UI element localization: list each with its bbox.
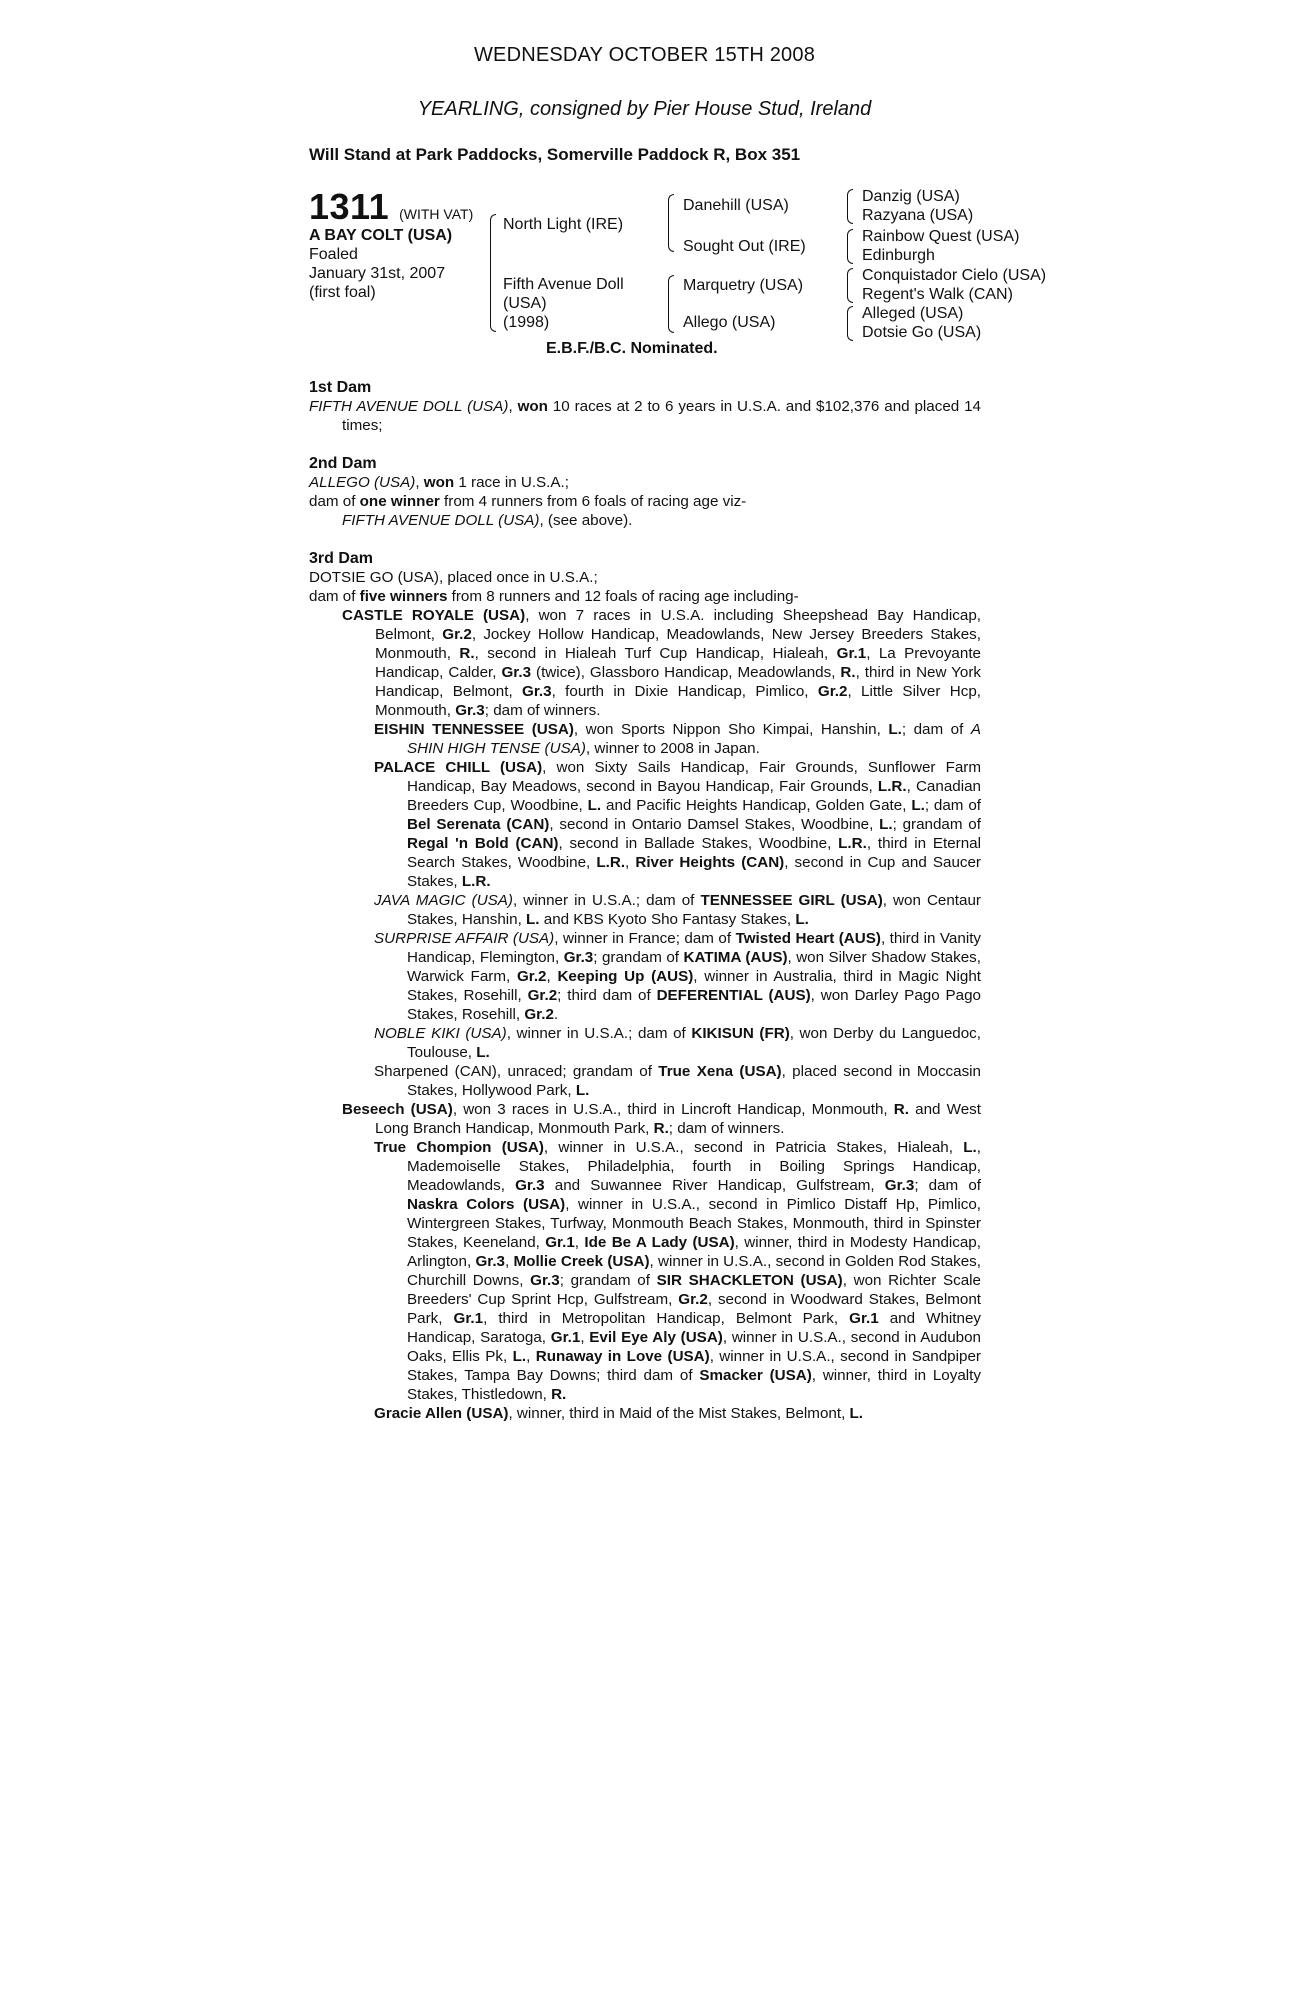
third-dam-section — [309, 549, 981, 1423]
nomination-note: E.B.F./B.C. Nominated. — [546, 340, 718, 357]
produce-sharpened: Sharpened (CAN), unraced; grandam of True Xena (USA), placed second in Moccasin Stakes, Hollywood Park, L. — [374, 1063, 981, 1099]
pedigree-sdd: Edinburgh — [862, 247, 935, 264]
produce-surprise-affair: SURPRISE AFFAIR (USA), winner in France; dam of Twisted Heart (AUS), third in Vanity Handicap, Flemington, Gr.3; grandam of KATIMA (AUS), won Silver Shadow Stakes, Warwick Farm, Gr.2, Keeping Up (AUS), winner in Australia, third in Magic Night Stakes, Rosehill, Gr.2; third dam of DEFERENTIAL (AUS), won Darley Pago Pago Stakes, Rosehill, Gr.2. — [374, 930, 982, 1023]
pedigree-brace-ss — [847, 189, 853, 224]
pedigree-dam-year: (1998) — [503, 314, 550, 331]
pedigree-brace-main — [490, 214, 496, 332]
produce-true-chompion: True Chompion (USA), winner in U.S.A., second in Patricia Stakes, Hialeah, L., Mademoiselle Stakes, Philadelphia, fourth in Boiling Springs Handicap, Meadowlands, Gr.3 and Suwannee River Handicap, Gulfstream, Gr.3; dam of Naskra Colors (USA), winner in U.S.A., second in Pimlico Distaff Hp, Pimlico, Wintergreen Stakes, Turfway, Monmouth Beach Stakes, Monmouth, third in Spinster Stakes, Keeneland, Gr.1, Ide Be A Lady (USA), winner, third in Modesty Handicap, Arlington, Gr.3, Mollie Creek (USA), winner in U.S.A., second in Golden Rod Stakes, Churchill Downs, Gr.3; grandam of SIR SHACKLETON (USA), won Richter Scale Breeders' Cup Sprint Hcp, Gulfstream, Gr.2, second in Woodward Stakes, Belmont Park, Gr.1, third in Metropolitan Handicap, Belmont Park, Gr.1 and Whitney Handicap, Saratoga, Gr.1, Evil Eye Aly (USA), winner in U.S.A., second in Audubon Oaks, Ellis Pk, L., Runaway in Love (USA), winner in U.S.A., second in Sandpiper Stakes, Tampa Bay Downs; third dam of Smacker (USA), winner, third in Loyalty Stakes, Thistledown, R. — [374, 1139, 982, 1403]
pedigree-brace-dam — [668, 275, 674, 333]
pedigree-sds: Rainbow Quest (USA) — [862, 228, 1020, 245]
pedigree-dds: Alleged (USA) — [862, 305, 964, 322]
produce-beseech: Beseech (USA), won 3 races in U.S.A., third in Lincroft Handicap, Monmouth, R. and West Long Branch Handicap, Monmouth Park, R.; dam of winners. — [342, 1101, 981, 1137]
second-dam-line-3: FIFTH AVENUE DOLL (USA), (see above). — [342, 512, 633, 529]
pedigree-brace-sd — [847, 229, 853, 264]
pedigree-brace-dd — [847, 306, 853, 341]
lot-info — [309, 188, 473, 302]
vat-note: (WITH VAT) — [399, 206, 474, 222]
third-dam-heading: 3rd Dam — [309, 550, 374, 567]
pedigree-sire: North Light (IRE) — [503, 216, 624, 233]
pedigree-dam-name: Fifth Avenue Doll — [503, 276, 624, 293]
produce-palace-chill: PALACE CHILL (USA), won Sixty Sails Handicap, Fair Grounds, Sunflower Farm Handicap, Bay Meadows, second in Bayou Handicap, Fair Grounds, L.R., Canadian Breeders Cup, Woodbine, L. and Pacific Heights Handicap, Golden Gate, L.; dam of Bel Serenata (CAN), second in Ontario Damsel Stakes, Woodbine, L.; grandam of Regal 'n Bold (CAN), second in Ballade Stakes, Woodbine, L.R., third in Eternal Search Stakes, Woodbine, L.R., River Heights (CAN), second in Cup and Saucer Stakes, L.R. — [374, 759, 981, 890]
first-foal-note: (first foal) — [309, 284, 376, 301]
consignor-line: YEARLING, consigned by Pier House Stud, Ireland — [417, 98, 872, 120]
pedigree-dam-sire: Marquetry (USA) — [683, 277, 804, 294]
first-dam-heading: 1st Dam — [309, 379, 372, 396]
pedigree-dss: Conquistador Cielo (USA) — [862, 267, 1047, 284]
pedigree-sire-sire: Danehill (USA) — [683, 197, 789, 214]
pedigree-dam — [503, 275, 624, 332]
pedigree-dam-country: (USA) — [503, 295, 547, 312]
produce-castle-royale: CASTLE ROYALE (USA), won 7 races in U.S.A. including Sheepshead Bay Handicap, Belmont, Gr.2, Jockey Hollow Handicap, Meadowlands, New Jersey Breeders Stakes, Monmouth, R., second in Hialeah Turf Cup Handicap, Hialeah, Gr.1, La Prevoyante Handicap, Calder, Gr.3 (twice), Glassboro Handicap, Meadowlands, R., third in New York Handicap, Belmont, Gr.3, fourth in Dixie Handicap, Pimlico, Gr.2, Little Silver Hcp, Monmouth, Gr.3; dam of winners. — [342, 607, 982, 719]
lot-number: 1311 — [309, 186, 390, 227]
stand-location: Will Stand at Park Paddocks, Somerville Paddock R, Box 351 — [309, 145, 801, 164]
produce-eishin-tennessee: EISHIN TENNESSEE (USA), won Sports Nippon Sho Kimpai, Hanshin, L.; dam of A SHIN HIGH TENSE (USA), winner to 2008 in Japan. — [374, 721, 982, 757]
first-dam-section — [309, 378, 981, 435]
pedigree-sire-dam: Sought Out (IRE) — [683, 238, 806, 255]
third-dam-intro: DOTSIE GO (USA), placed once in U.S.A.; — [309, 569, 598, 586]
lot-title: A BAY COLT (USA) — [309, 227, 453, 244]
produce-noble-kiki: NOBLE KIKI (USA), winner in U.S.A.; dam of KIKISUN (FR), won Derby du Languedoc, Toulouse, L. — [374, 1025, 981, 1061]
second-dam-section — [309, 454, 981, 530]
pedigree-brace-sire — [668, 194, 674, 252]
pedigree-sss: Danzig (USA) — [862, 188, 960, 205]
pedigree-ssd: Razyana (USA) — [862, 207, 974, 224]
pedigree-ddd: Dotsie Go (USA) — [862, 324, 982, 341]
pedigree-dsd: Regent's Walk (CAN) — [862, 286, 1013, 303]
foaled-label: Foaled — [309, 246, 358, 263]
produce-java-magic: JAVA MAGIC (USA), winner in U.S.A.; dam of TENNESSEE GIRL (USA), won Centaur Stakes, Hanshin, L. and KBS Kyoto Sho Fantasy Stakes, L. — [374, 892, 981, 928]
pedigree-dam-dam: Allego (USA) — [683, 314, 776, 331]
second-dam-line-1: ALLEGO (USA), won 1 race in U.S.A.; — [309, 474, 569, 491]
sale-date: WEDNESDAY OCTOBER 15TH 2008 — [473, 44, 816, 66]
second-dam-heading: 2nd Dam — [309, 455, 377, 472]
third-dam-produce: dam of five winners from 8 runners and 12 foals of racing age including- — [309, 588, 799, 605]
produce-gracie-allen: Gracie Allen (USA), winner, third in Maid of the Mist Stakes, Belmont, L. — [374, 1405, 864, 1422]
foaled-date: January 31st, 2007 — [309, 265, 446, 282]
first-dam-text: FIFTH AVENUE DOLL (USA), won 10 races at 2 to 6 years in U.S.A. and $102,376 and placed 14 times; — [309, 398, 981, 434]
second-dam-line-2: dam of one winner from 4 runners from 6 foals of racing age viz- — [309, 493, 747, 510]
pedigree-brace-ds — [847, 268, 853, 303]
